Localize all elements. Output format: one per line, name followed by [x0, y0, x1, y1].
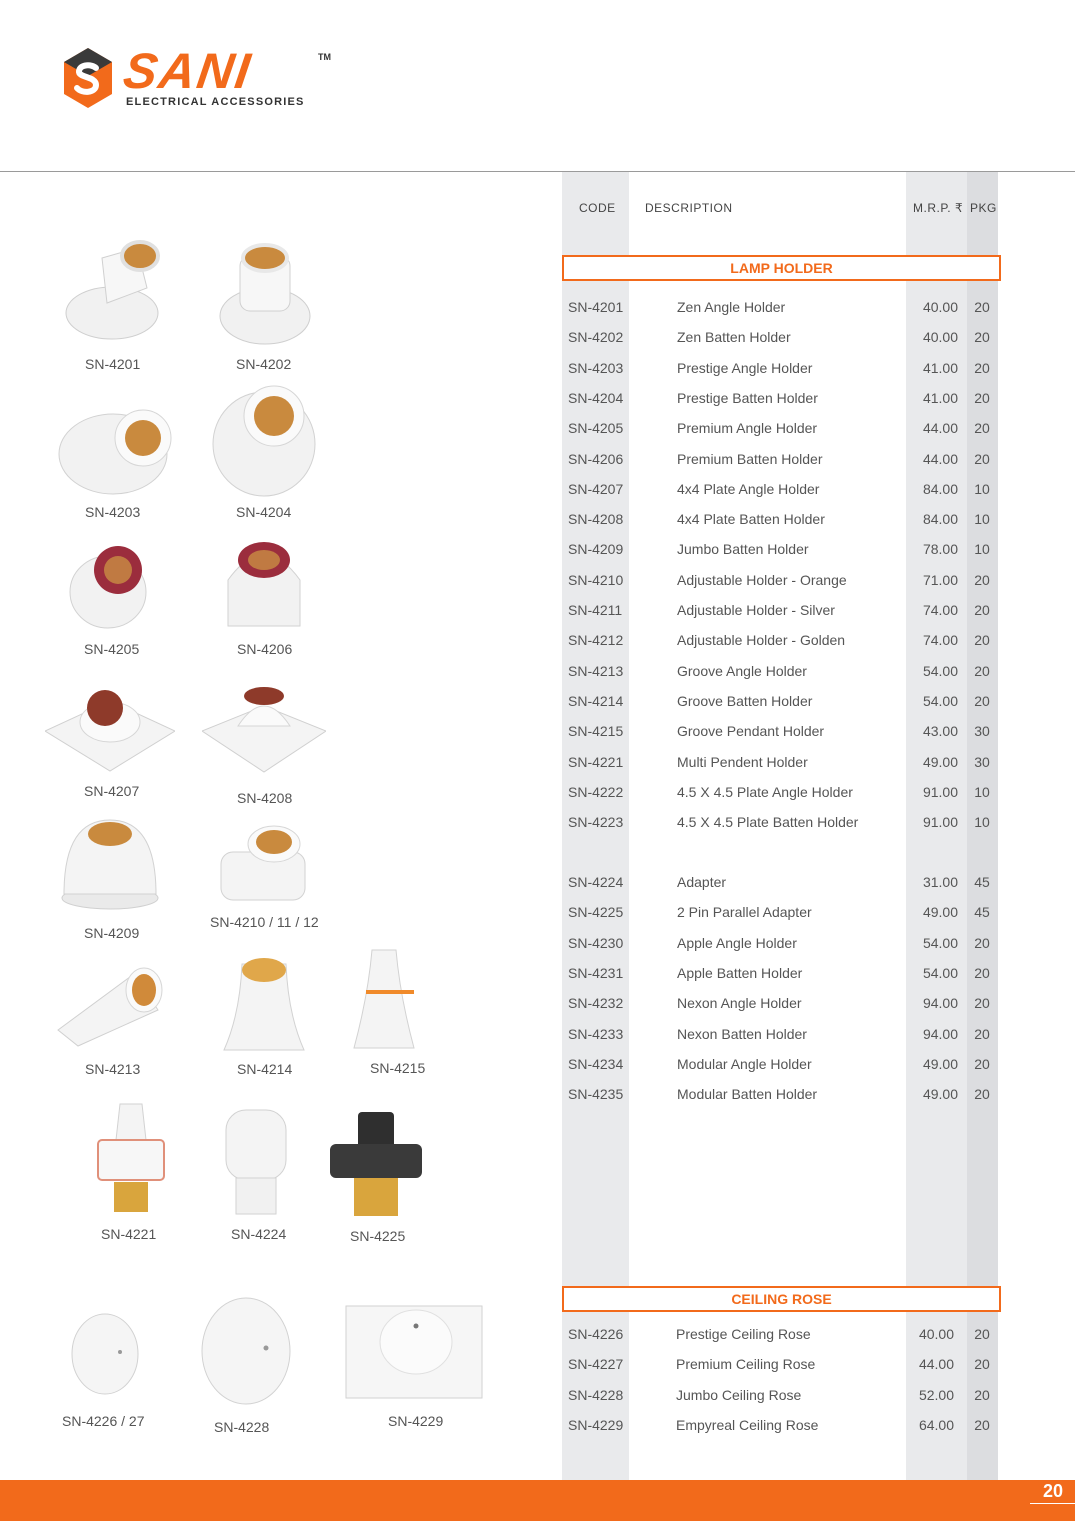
- mrp-cell: 54.00: [922, 934, 958, 951]
- table-row: [562, 897, 998, 927]
- header-mrp: M.R.P. ₹: [913, 201, 964, 215]
- code-cell: SN-4213: [568, 662, 624, 679]
- mrp-cell: 74.00: [922, 602, 958, 618]
- mrp-cell: 40.00: [918, 1326, 954, 1342]
- product-caption: SN-4224: [231, 1226, 287, 1242]
- product-image-sn-4207: [45, 686, 175, 774]
- product-caption: SN-4209: [84, 925, 140, 941]
- mrp-cell: 44.00: [918, 1356, 954, 1373]
- table-row: [562, 413, 998, 443]
- product-image-sn-4215: [350, 946, 418, 1052]
- product-caption: SN-4229: [388, 1413, 444, 1429]
- table-row: [562, 716, 998, 746]
- pkg-cell: 20: [974, 1086, 990, 1103]
- product-image-sn-4226: [70, 1312, 140, 1396]
- description-cell: Apple Angle Holder: [677, 934, 797, 951]
- description-cell: Nexon Batten Holder: [677, 1025, 807, 1042]
- pkg-cell: 45: [974, 904, 990, 921]
- description-cell: 4.5 X 4.5 Plate Angle Holder: [677, 783, 853, 800]
- product-caption: SN-4210 / 11 / 12: [210, 914, 319, 930]
- table-row: [562, 353, 998, 383]
- mrp-cell: 52.00: [918, 1386, 954, 1403]
- code-cell: SN-4223: [568, 814, 624, 831]
- product-image-sn-4229: [344, 1304, 484, 1402]
- product-caption: SN-4215: [370, 1060, 426, 1076]
- pkg-cell: 45: [974, 874, 990, 890]
- product-image-sn-4224: [220, 1104, 292, 1218]
- code-cell: SN-4210: [568, 571, 624, 588]
- mrp-cell: 49.00: [922, 753, 958, 770]
- mrp-cell: 94.00: [922, 1025, 958, 1042]
- product-image-sn-4206: [222, 540, 306, 632]
- table-row: [562, 1319, 998, 1349]
- product-caption: SN-4201: [85, 356, 141, 372]
- description-cell: Premium Batten Holder: [677, 450, 823, 467]
- mrp-cell: 84.00: [922, 511, 958, 528]
- mrp-cell: 49.00: [922, 1055, 958, 1072]
- description-cell: Apple Batten Holder: [677, 964, 803, 981]
- header-pkg: PKG: [970, 201, 997, 215]
- product-caption: SN-4203: [85, 504, 141, 520]
- code-cell: SN-4224: [568, 874, 624, 890]
- product-image-sn-4214: [222, 954, 306, 1054]
- mrp-cell: 91.00: [922, 814, 958, 831]
- product-caption: SN-4206: [237, 641, 293, 657]
- pkg-cell: 20: [974, 1356, 990, 1373]
- section-title-ceiling-rose: CEILING ROSE: [562, 1286, 1001, 1312]
- code-cell: SN-4211: [568, 602, 623, 618]
- table-row: [562, 958, 998, 988]
- description-cell: Modular Batten Holder: [677, 1086, 818, 1103]
- code-cell: SN-4233: [568, 1025, 624, 1042]
- pkg-cell: 10: [974, 541, 990, 558]
- table-row: [562, 656, 998, 686]
- mrp-cell: 54.00: [922, 692, 958, 709]
- pkg-cell: 10: [974, 480, 990, 497]
- mrp-cell: 54.00: [922, 662, 958, 679]
- product-image-sn-4201: [62, 228, 162, 343]
- pkg-cell: 20: [974, 299, 990, 315]
- description-cell: 4.5 X 4.5 Plate Batten Holder: [677, 814, 859, 831]
- mrp-cell: 91.00: [922, 783, 958, 800]
- code-cell: SN-4226: [568, 1326, 624, 1342]
- product-caption: SN-4228: [214, 1419, 270, 1435]
- product-caption: SN-4204: [236, 504, 292, 520]
- product-image-sn-4202: [218, 236, 313, 348]
- pkg-cell: 20: [974, 1326, 990, 1342]
- pkg-cell: 20: [974, 1055, 990, 1072]
- pkg-cell: 10: [974, 814, 990, 831]
- brand-tagline: ELECTRICAL ACCESSORIES: [126, 96, 305, 108]
- description-cell: Multi Pendent Holder: [677, 753, 808, 770]
- mrp-cell: 31.00: [922, 874, 958, 890]
- table-row: [562, 686, 998, 716]
- code-cell: SN-4234: [568, 1055, 624, 1072]
- code-cell: SN-4232: [568, 995, 624, 1012]
- pkg-cell: 20: [974, 450, 990, 467]
- mrp-cell: 71.00: [922, 571, 958, 588]
- code-cell: SN-4228: [568, 1386, 624, 1403]
- table-row: [562, 928, 998, 958]
- mrp-cell: 41.00: [922, 389, 958, 406]
- mrp-cell: 49.00: [922, 904, 958, 921]
- product-image-sn-4228: [200, 1296, 292, 1406]
- table-row: [562, 504, 998, 534]
- mrp-cell: 54.00: [922, 964, 958, 981]
- table-row: [562, 1049, 998, 1079]
- code-cell: SN-4206: [568, 450, 624, 467]
- pkg-cell: 20: [974, 359, 990, 376]
- header-code: CODE: [579, 201, 616, 215]
- pkg-cell: 10: [974, 783, 990, 800]
- table-row: [562, 747, 998, 777]
- code-cell: SN-4201: [568, 299, 624, 315]
- product-image-sn-4203: [58, 402, 176, 498]
- header-description: DESCRIPTION: [645, 201, 733, 215]
- code-cell: SN-4222: [568, 783, 624, 800]
- pkg-cell: 30: [974, 753, 990, 770]
- pkg-cell: 20: [974, 1025, 990, 1042]
- trademark: TM: [318, 52, 331, 62]
- code-cell: SN-4214: [568, 692, 624, 709]
- mrp-cell: 43.00: [922, 723, 958, 740]
- description-cell: Adjustable Holder - Golden: [677, 632, 846, 649]
- code-cell: SN-4209: [568, 541, 624, 558]
- pkg-cell: 20: [974, 571, 990, 588]
- pkg-cell: 10: [974, 511, 990, 528]
- mrp-cell: 84.00: [922, 480, 958, 497]
- code-cell: SN-4231: [568, 964, 624, 981]
- table-row: [562, 322, 998, 352]
- table-row: [562, 1410, 998, 1440]
- pkg-cell: 20: [974, 329, 990, 346]
- description-cell: Adjustable Holder - Orange: [677, 571, 847, 588]
- pkg-cell: 20: [974, 662, 990, 679]
- description-cell: Prestige Ceiling Rose: [676, 1326, 811, 1342]
- table-row: [562, 1079, 998, 1109]
- product-image-sn-4204: [212, 382, 316, 498]
- mrp-cell: 44.00: [922, 420, 958, 437]
- mrp-cell: 40.00: [922, 329, 958, 346]
- table-row: [562, 1019, 998, 1049]
- mrp-cell: 44.00: [922, 450, 958, 467]
- table-row: [562, 1380, 998, 1410]
- description-cell: Adapter: [677, 874, 727, 890]
- brand-name: SANI: [120, 43, 256, 99]
- pkg-cell: 20: [974, 692, 990, 709]
- table-row: [562, 383, 998, 413]
- description-cell: Prestige Batten Holder: [677, 389, 818, 406]
- description-cell: Groove Batten Holder: [677, 692, 813, 709]
- description-cell: 2 Pin Parallel Adapter: [677, 904, 812, 921]
- code-cell: SN-4221: [568, 753, 624, 770]
- pkg-cell: 20: [974, 389, 990, 406]
- product-image-sn-4205: [68, 542, 152, 630]
- pkg-cell: 20: [974, 1386, 990, 1403]
- page-number: 20: [1042, 1481, 1063, 1501]
- footer-bar: [0, 1480, 1075, 1521]
- code-cell: SN-4208: [568, 511, 624, 528]
- code-cell: SN-4227: [568, 1356, 624, 1373]
- description-cell: Zen Batten Holder: [677, 329, 791, 346]
- description-cell: 4x4 Plate Angle Holder: [677, 480, 820, 497]
- table-row: [562, 444, 998, 474]
- product-caption: SN-4202: [236, 356, 292, 372]
- product-caption: SN-4213: [85, 1061, 141, 1077]
- code-cell: SN-4204: [568, 389, 624, 406]
- table-row: [562, 474, 998, 504]
- code-cell: SN-4202: [568, 329, 624, 346]
- product-caption: SN-4221: [101, 1226, 157, 1242]
- section-title-lamp-holder: LAMP HOLDER: [562, 255, 1001, 281]
- table-row: [562, 595, 998, 625]
- description-cell: Prestige Angle Holder: [677, 359, 813, 376]
- product-caption: SN-4207: [84, 783, 140, 799]
- product-caption: SN-4214: [237, 1061, 293, 1077]
- product-image-sn-4225: [328, 1108, 424, 1220]
- product-image-sn-4221: [92, 1100, 170, 1220]
- pkg-cell: 20: [974, 420, 990, 437]
- description-cell: Modular Angle Holder: [677, 1055, 812, 1072]
- description-cell: Empyreal Ceiling Rose: [676, 1416, 819, 1433]
- description-cell: Zen Angle Holder: [677, 299, 786, 315]
- description-cell: Premium Angle Holder: [677, 420, 818, 437]
- description-cell: Premium Ceiling Rose: [676, 1356, 816, 1373]
- mrp-cell: 49.00: [922, 1086, 958, 1103]
- table-row: [562, 534, 998, 564]
- table-row: [562, 292, 998, 322]
- pkg-cell: 20: [974, 602, 990, 618]
- product-image-sn-4208: [202, 686, 326, 774]
- product-image-sn-4209: [60, 814, 160, 910]
- product-caption: SN-4226 / 27: [62, 1413, 145, 1429]
- product-image-sn-4213: [54, 960, 166, 1048]
- code-cell: SN-4203: [568, 359, 624, 376]
- table-row: [562, 1349, 998, 1379]
- code-cell: SN-4212: [568, 632, 624, 649]
- product-caption: SN-4208: [237, 790, 293, 806]
- mrp-cell: 41.00: [922, 359, 958, 376]
- pkg-cell: 20: [974, 632, 990, 649]
- mrp-cell: 64.00: [918, 1416, 954, 1433]
- pkg-cell: 20: [974, 995, 990, 1012]
- description-cell: Jumbo Ceiling Rose: [676, 1386, 802, 1403]
- code-cell: SN-4207: [568, 480, 624, 497]
- product-caption: SN-4225: [350, 1228, 406, 1244]
- code-cell: SN-4230: [568, 934, 624, 951]
- code-cell: SN-4235: [568, 1086, 624, 1103]
- description-cell: Groove Angle Holder: [677, 662, 807, 679]
- pkg-cell: 20: [974, 1416, 990, 1433]
- table-row: [562, 625, 998, 655]
- table-row: [562, 867, 998, 897]
- mrp-cell: 74.00: [922, 632, 958, 649]
- pkg-cell: 30: [974, 723, 990, 740]
- code-cell: SN-4215: [568, 723, 624, 740]
- description-cell: 4x4 Plate Batten Holder: [677, 511, 825, 528]
- table-row: [562, 807, 998, 837]
- mrp-cell: 40.00: [922, 299, 958, 315]
- pkg-cell: 20: [974, 934, 990, 951]
- code-cell: SN-4225: [568, 904, 624, 921]
- sani-logo-icon: [62, 46, 114, 110]
- code-cell: SN-4205: [568, 420, 624, 437]
- mrp-cell: 94.00: [922, 995, 958, 1012]
- description-cell: Jumbo Batten Holder: [677, 541, 809, 558]
- code-cell: SN-4229: [568, 1416, 624, 1433]
- table-row: [562, 988, 998, 1018]
- table-row: [562, 777, 998, 807]
- description-cell: Nexon Angle Holder: [677, 995, 802, 1012]
- description-cell: Groove Pendant Holder: [677, 723, 825, 740]
- table-row: [562, 565, 998, 595]
- pkg-cell: 20: [974, 964, 990, 981]
- product-image-sn-4210: [218, 822, 308, 904]
- product-caption: SN-4205: [84, 641, 140, 657]
- mrp-cell: 78.00: [922, 541, 958, 558]
- description-cell: Adjustable Holder - Silver: [677, 602, 835, 618]
- page-number-underline: [1030, 1503, 1075, 1504]
